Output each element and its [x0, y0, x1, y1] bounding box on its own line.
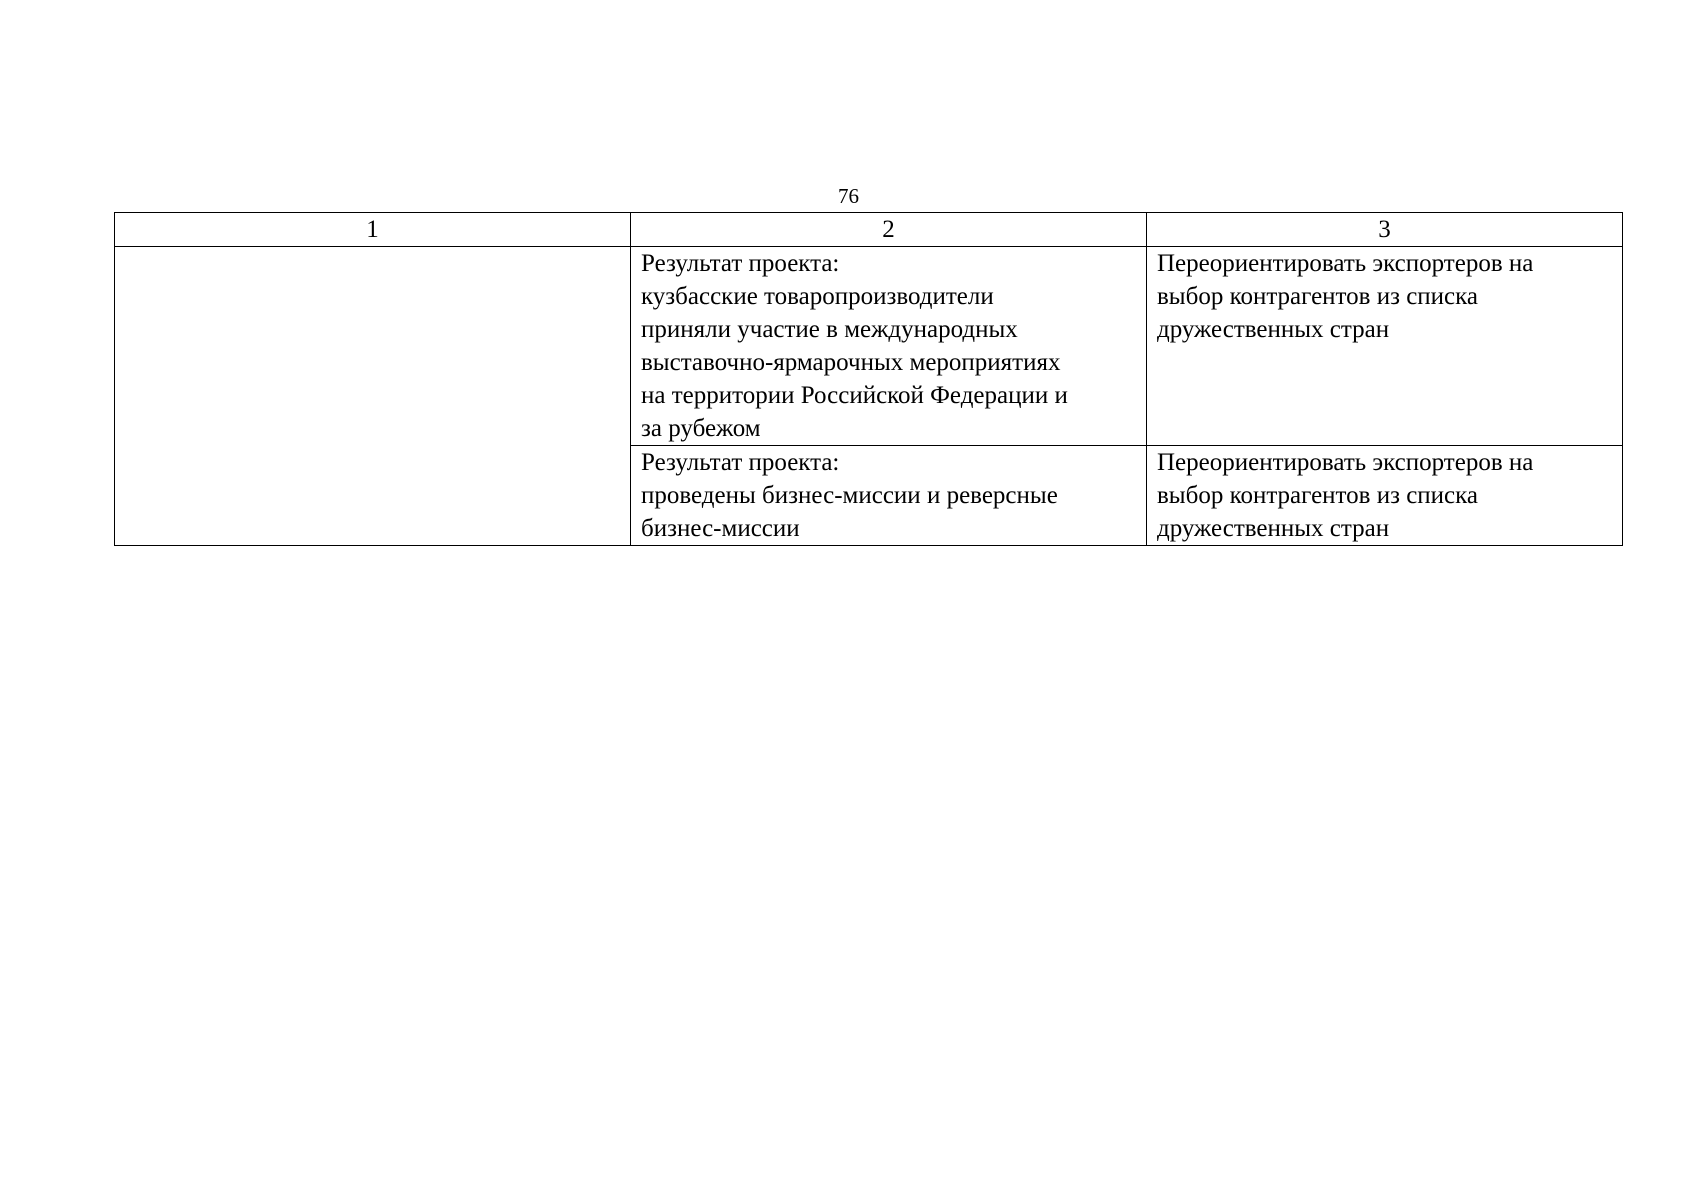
header-cell-3: 3: [1147, 213, 1623, 247]
table-row: [115, 247, 1623, 446]
row-cell-col1: [115, 247, 631, 546]
cell-text-line: дружественных стран: [1157, 515, 1390, 542]
cell-text-line: на территории Российской Федерации и: [641, 382, 1068, 409]
cell-text-line: бизнес-миссии: [641, 515, 800, 542]
cell-text-line: приняли участие в международных: [641, 316, 1018, 343]
cell-text-line: дружественных стран: [1157, 316, 1390, 343]
cell-text-line: выбор контрагентов из списка: [1157, 283, 1479, 310]
cell-text-line: Результат проекта:: [641, 250, 840, 277]
cell-text-line: выбор контрагентов из списка: [1157, 482, 1479, 509]
cell-text-line: за рубежом: [641, 415, 761, 442]
cell-text-line: Переориентировать экспортеров на: [1157, 449, 1534, 476]
cell-text-line: выставочно-ярмарочных мероприятиях: [641, 349, 1061, 376]
cell-text-line: Результат проекта:: [641, 449, 840, 476]
page-number: 76: [838, 184, 859, 208]
row-cell-col2: [631, 446, 1147, 546]
header-cell-2: 2: [631, 213, 1147, 247]
cell-text-line: проведены бизнес-миссии и реверсные: [641, 482, 1058, 509]
document-table: [114, 212, 1623, 546]
header-cell-1: 1: [115, 213, 631, 247]
table-header-row: [115, 213, 1623, 247]
row-cell-col3: [1147, 446, 1623, 546]
row-cell-col3: [1147, 247, 1623, 446]
cell-text-line: кузбасские товаропроизводители: [641, 283, 994, 310]
row-cell-col2: [631, 247, 1147, 446]
cell-text-line: Переориентировать экспортеров на: [1157, 250, 1534, 277]
